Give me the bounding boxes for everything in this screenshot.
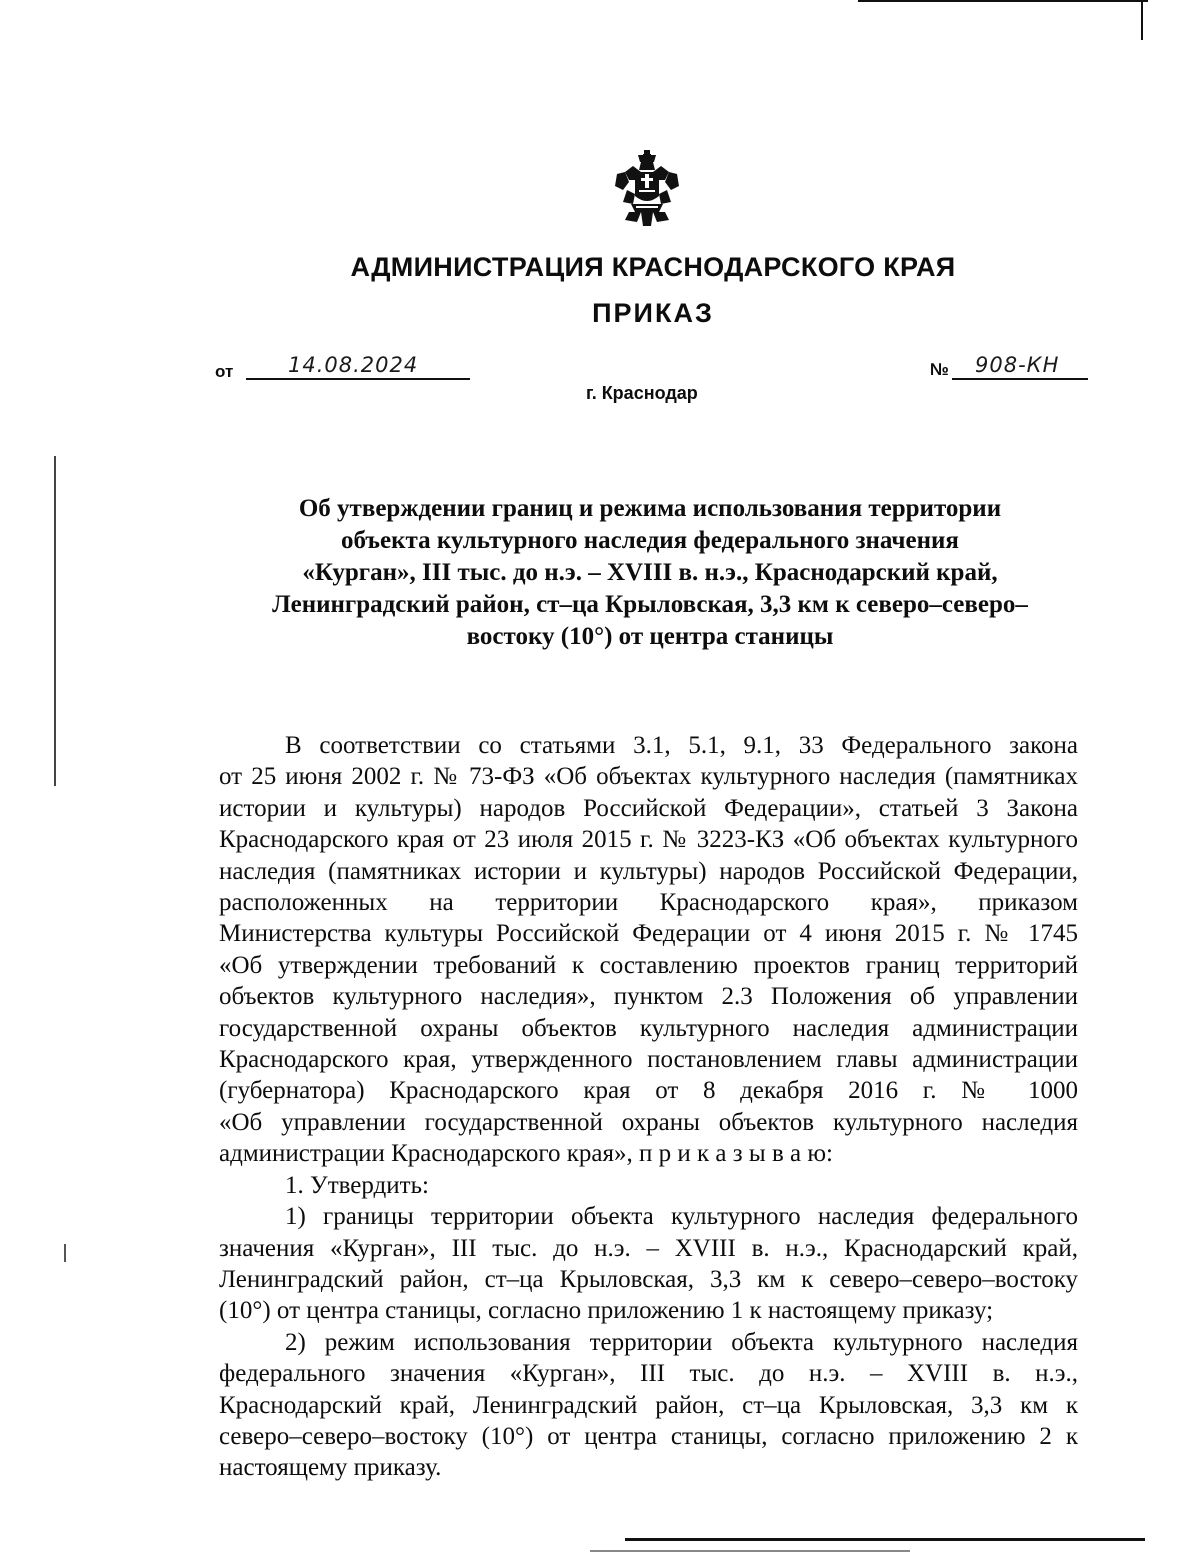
order-title: [220, 493, 1080, 653]
preamble-paragraph: [219, 730, 1078, 1170]
text-line: 1) границы территории объекта культурного наследия федерального: [285, 1203, 1078, 1231]
scan-edge-line-bottom-gray: [590, 1550, 910, 1552]
title-line: Ленинградский район, ст–ца Крыловская, 3,3 км к северо–северо–: [272, 591, 1028, 618]
scan-edge-line-left: [54, 456, 56, 786]
coat-of-arms-icon: [611, 150, 683, 228]
scan-mark-left: [64, 1244, 66, 1262]
document-type: ПРИКАЗ: [592, 298, 714, 328]
text-line: Ленинградский район, ст–ца Крыловская, 3,3 км к северо–северо–востоку: [219, 1265, 1078, 1293]
text-line: настоящему приказу.: [219, 1454, 442, 1482]
order-date: 14.08.2024: [288, 353, 419, 377]
title-line: «Курган», III тыс. до н.э. – XVIII в. н.э., Краснодарский край,: [302, 559, 998, 586]
text-line: 2) режим использования территории объекта культурного наследия: [285, 1328, 1078, 1356]
text-line: Краснодарского края от 23 июля 2015 г. № 3223-КЗ «Об объектах культурного: [219, 826, 1078, 854]
title-line: Об утверждении границ и режима использования территории: [298, 495, 1002, 522]
text-line: (10°) от центра станицы, согласно приложению 1 к настоящему приказу;: [219, 1297, 994, 1325]
text-line: (губернатора) Краснодарского края от 8 декабря 2016 г. № 1000: [219, 1077, 1078, 1105]
text-line: наследия (памятниках истории и культуры) народов Российской Федерации,: [219, 857, 1078, 885]
scan-edge-line-bottom: [625, 1538, 1145, 1541]
text-line: федерального значения «Курган», III тыс. до н.э. – XVIII в. н.э.,: [219, 1360, 1078, 1388]
text-line: Краснодарского края, утвержденного постановлением главы администрации: [219, 1046, 1078, 1074]
title-line: востоку (10°) от центра станицы: [466, 623, 834, 650]
order-number: 908-КН: [975, 353, 1060, 377]
order-body: [219, 730, 1078, 1484]
city: г. Краснодар: [586, 383, 698, 403]
item-1-2-paragraph: [219, 1327, 1078, 1484]
item-1-1-paragraph: [219, 1201, 1078, 1327]
text-line: Краснодарский край, Ленинградский район, ст–ца Крыловская, 3,3 км к: [219, 1391, 1078, 1419]
text-line: северо–северо–востоку (10°) от центра станицы, согласно приложению 2 к: [219, 1422, 1078, 1450]
title-line: объекта культурного наследия федерального значения: [341, 527, 959, 554]
item-1-heading: 1. Утвердить:: [285, 1171, 429, 1199]
date-prefix: от: [215, 362, 234, 381]
text-line: администрации Краснодарского края», п р и к а з ы в а ю:: [219, 1140, 833, 1168]
number-prefix: №: [930, 360, 949, 379]
organization-name: АДМИНИСТРАЦИЯ КРАСНОДАРСКОГО КРАЯ: [350, 252, 956, 282]
text-line: государственной охраны объектов культурного наследия администрации: [219, 1014, 1078, 1042]
text-line: расположенных на территории Краснодарского края», приказом: [219, 889, 1078, 917]
text-line: объектов культурного наследия», пунктом 2.3 Положения об управлении: [219, 983, 1078, 1011]
scan-edge-line-top: [858, 0, 1148, 2]
text-line: истории и культуры) народов Российской Федерации», статьей 3 Закона: [219, 794, 1078, 822]
text-line: «Об утверждении требований к составлению проектов границ территорий: [219, 951, 1078, 979]
text-line: значения «Курган», III тыс. до н.э. – XVIII в. н.э., Краснодарский край,: [219, 1234, 1078, 1262]
text-line: Министерства культуры Российской Федерации от 4 июня 2015 г. № 1745: [219, 920, 1078, 948]
text-line: В соответствии со статьями 3.1, 5.1, 9.1, 33 Федерального закона: [285, 732, 1078, 759]
item-1-heading-paragraph: [219, 1170, 1078, 1201]
text-line: от 25 июня 2002 г. № 73-ФЗ «Об объектах культурного наследия (памятниках: [219, 763, 1078, 791]
text-line: «Об управлении государственной охраны объектов культурного наследия: [219, 1108, 1078, 1136]
scan-edge-line-right: [1141, 0, 1143, 40]
